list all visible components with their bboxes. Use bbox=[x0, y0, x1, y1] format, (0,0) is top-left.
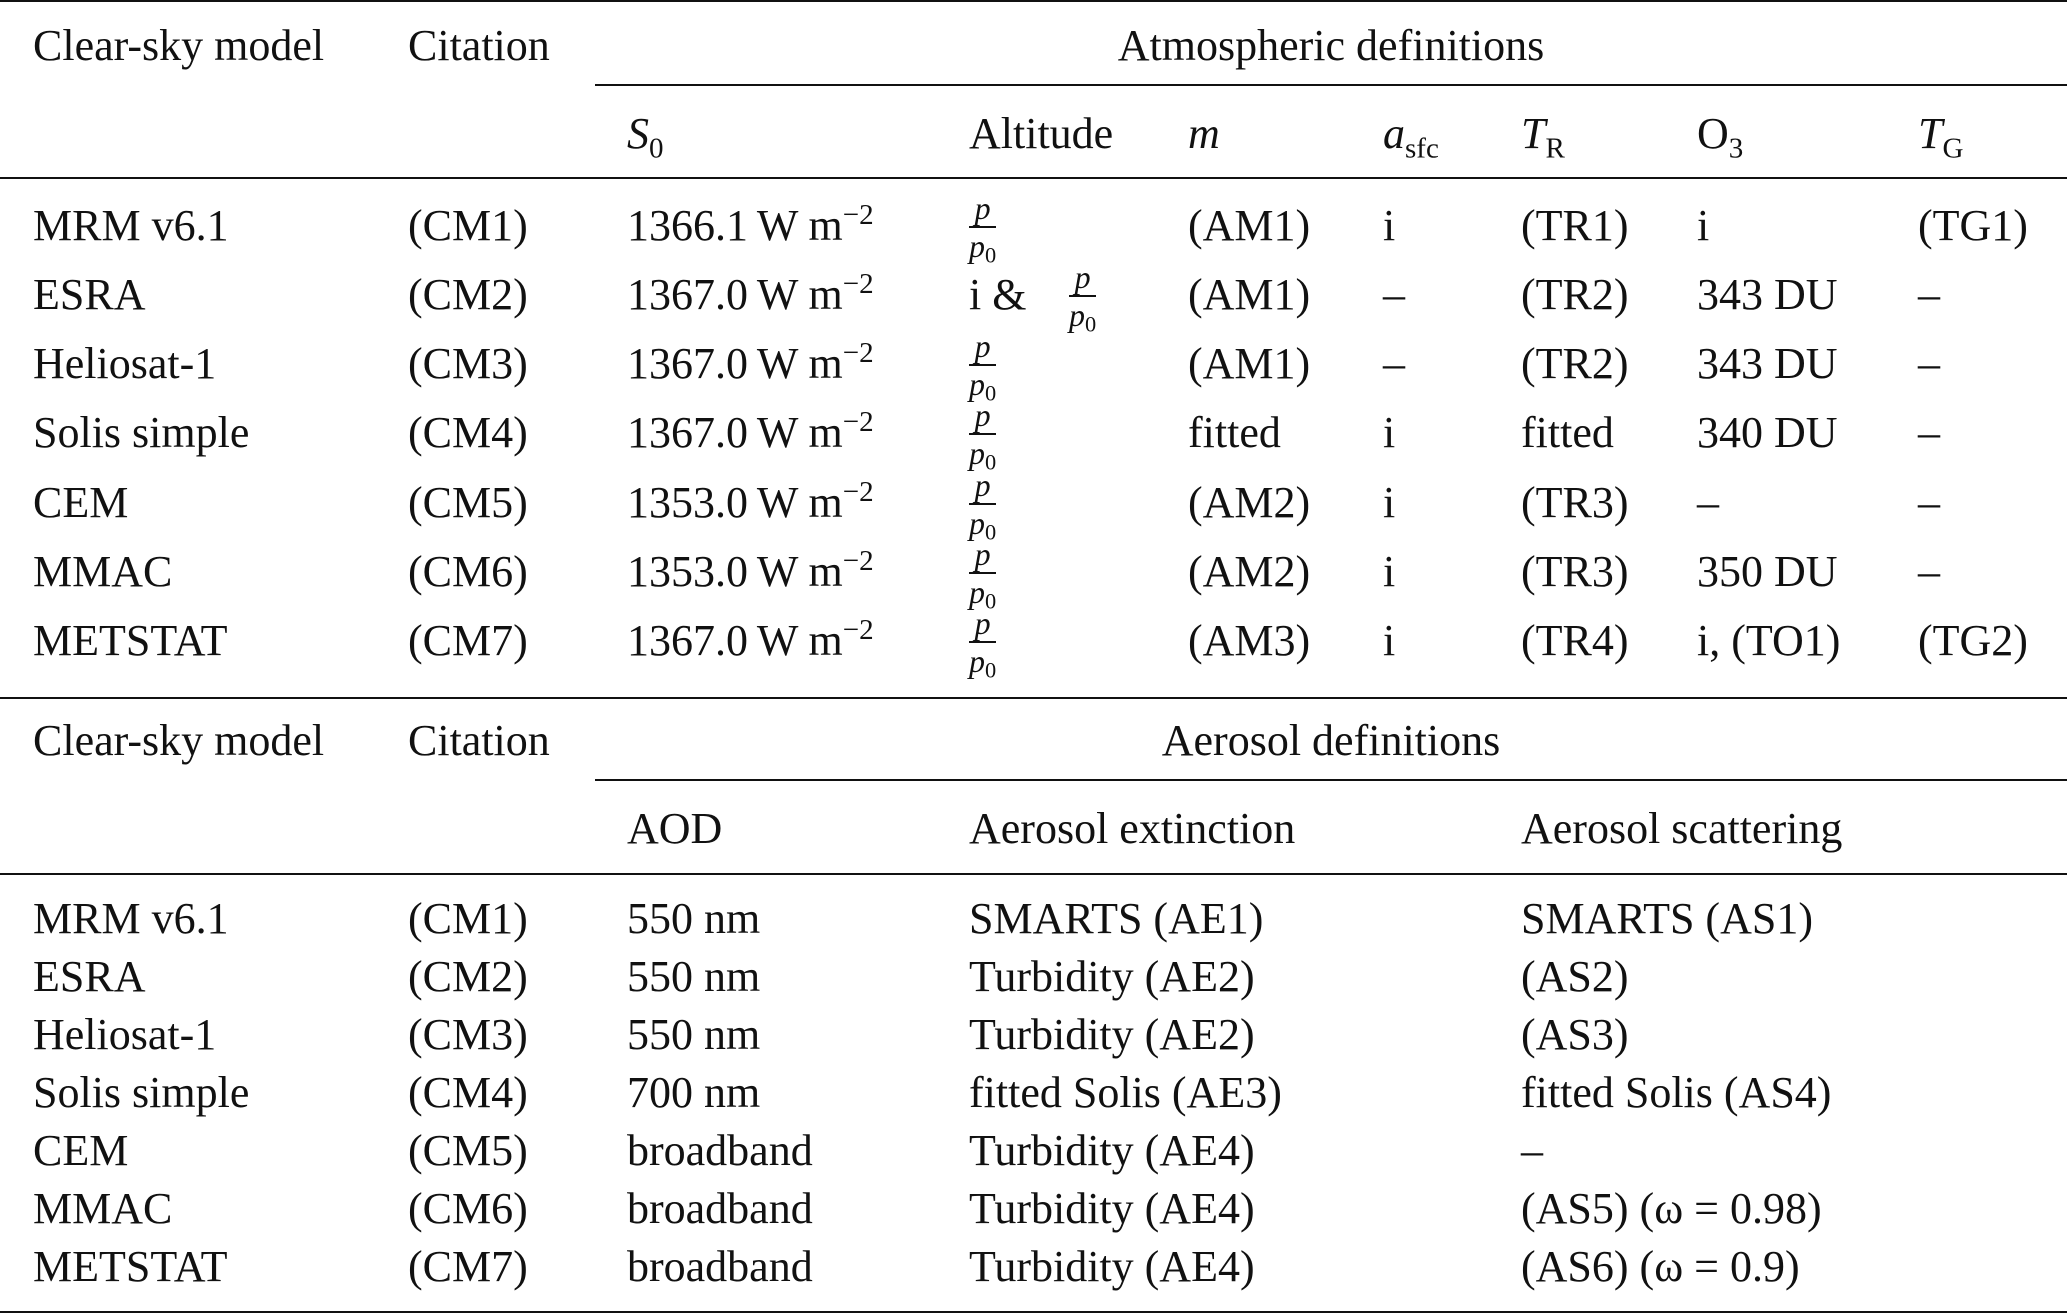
t1-row-s0 bbox=[627, 199, 874, 250]
t1-row-citation: (CM2) bbox=[408, 270, 528, 319]
t1-row-s0-value: 1366.1 bbox=[627, 201, 748, 250]
t1-row-o3: – bbox=[1697, 478, 1719, 527]
t1-row-tg: (TG1) bbox=[1918, 201, 2028, 250]
t2-row-extinction: Turbidity (AE4) bbox=[969, 1126, 1255, 1175]
t1-row-asfc: – bbox=[1383, 270, 1405, 319]
fraction-denominator bbox=[969, 643, 997, 683]
mid-rule bbox=[0, 697, 2067, 699]
t1-row-citation: (CM4) bbox=[408, 408, 528, 457]
t1-row-altitude-prefix: i & bbox=[969, 270, 1027, 319]
t2-row-extinction: Turbidity (AE4) bbox=[969, 1184, 1255, 1233]
t1-row-s0-value: 1353.0 bbox=[627, 478, 748, 527]
t1-row-s0 bbox=[627, 337, 874, 388]
t1-header-m: m bbox=[1188, 109, 1220, 158]
fraction-numerator: p bbox=[1069, 261, 1096, 297]
t1-header-group: Atmospheric definitions bbox=[1117, 21, 1545, 70]
t1-row-s0-exp: −2 bbox=[842, 268, 874, 301]
t2-row-model: ESRA bbox=[33, 952, 146, 1001]
fraction-denominator-subscript: 0 bbox=[985, 380, 997, 406]
t1-row-tg: (TG2) bbox=[1918, 616, 2028, 665]
t1-row-tr: (TR4) bbox=[1521, 616, 1629, 665]
t1-row-altitude-fraction bbox=[969, 190, 997, 268]
t2-row-model: CEM bbox=[33, 1126, 129, 1175]
t1-row-altitude-fraction bbox=[969, 328, 997, 406]
t1-header-citation: Citation bbox=[408, 21, 550, 70]
t1-row-altitude-fraction bbox=[1069, 259, 1097, 337]
t1-row-s0-unit: W m bbox=[756, 201, 843, 250]
t1-row-tg: – bbox=[1918, 408, 1940, 457]
t1-row-asfc: i bbox=[1383, 478, 1396, 527]
fraction-denominator-subscript: 0 bbox=[985, 449, 997, 475]
t2-row-citation: (CM1) bbox=[408, 894, 528, 943]
t1-row-citation: (CM6) bbox=[408, 547, 528, 596]
fraction-denominator-symbol: p bbox=[969, 366, 985, 402]
fraction-numerator: p bbox=[969, 192, 996, 228]
t1-row-tg: – bbox=[1918, 270, 1940, 319]
t1-row-o3: 350 DU bbox=[1697, 547, 1838, 596]
t1-row-m: (AM1) bbox=[1188, 270, 1311, 319]
t1-row-s0-value: 1367.0 bbox=[627, 408, 748, 457]
t1-row-tr: (TR2) bbox=[1521, 270, 1629, 319]
fraction-denominator-symbol: p bbox=[969, 228, 985, 264]
t1-header-model: Clear-sky model bbox=[33, 21, 325, 70]
t1-row-s0-exp: −2 bbox=[842, 545, 874, 578]
top-rule bbox=[0, 0, 2067, 2]
t1-row-s0-unit: W m bbox=[756, 478, 843, 527]
t2-row-scattering: (AS5) (ω = 0.98) bbox=[1521, 1184, 1822, 1233]
t1-row-altitude-fraction bbox=[969, 536, 997, 614]
t1-row-tr: fitted bbox=[1521, 408, 1614, 457]
t2-row-scattering: – bbox=[1521, 1126, 1543, 1175]
t1-row-tg: – bbox=[1918, 339, 1940, 388]
fraction-denominator-symbol: p bbox=[1069, 297, 1085, 333]
fraction-denominator-symbol: p bbox=[969, 643, 985, 679]
t1-row-altitude-fraction bbox=[969, 605, 997, 683]
t2-group-rule bbox=[595, 779, 2067, 781]
t1-row-s0-exp: −2 bbox=[842, 406, 874, 439]
t2-header-aod: AOD bbox=[627, 804, 723, 853]
t1-group-rule bbox=[595, 84, 2067, 86]
t1-row-tr: (TR2) bbox=[1521, 339, 1629, 388]
t1-row-s0-value: 1367.0 bbox=[627, 616, 748, 665]
t1-header-asfc: $a_{sfc}$ bbox=[1383, 109, 1439, 165]
t1-row-tg: – bbox=[1918, 478, 1940, 527]
t1-row-m: (AM3) bbox=[1188, 616, 1311, 665]
t1-row-model: MMAC bbox=[33, 547, 173, 596]
t1-row-s0 bbox=[627, 476, 874, 527]
t2-row-extinction: SMARTS (AE1) bbox=[969, 894, 1264, 943]
t1-row-asfc: – bbox=[1383, 339, 1405, 388]
t1-row-o3: i, (TO1) bbox=[1697, 616, 1841, 665]
t1-row-s0-unit: W m bbox=[756, 270, 843, 319]
fraction-numerator: p bbox=[969, 330, 996, 366]
fraction-denominator bbox=[969, 228, 997, 268]
t2-row-citation: (CM3) bbox=[408, 1010, 528, 1059]
t1-row-s0 bbox=[627, 268, 874, 319]
fraction-denominator-symbol: p bbox=[969, 574, 985, 610]
t1-row-s0-exp: −2 bbox=[842, 614, 874, 647]
t1-row-citation: (CM5) bbox=[408, 478, 528, 527]
t2-row-aod: broadband bbox=[627, 1242, 813, 1291]
fraction-denominator bbox=[969, 505, 997, 545]
t2-row-scattering: SMARTS (AS1) bbox=[1521, 894, 1813, 943]
t1-header-rule bbox=[0, 177, 2067, 179]
t1-row-altitude-fraction bbox=[969, 397, 997, 475]
fraction-numerator: p bbox=[969, 399, 996, 435]
fraction-numerator: p bbox=[969, 469, 996, 505]
t1-row-s0-unit: W m bbox=[756, 616, 843, 665]
t1-row-o3: 343 DU bbox=[1697, 339, 1838, 388]
t1-header-s0: $S_0$ bbox=[627, 109, 664, 165]
t2-header-group: Aerosol definitions bbox=[1161, 716, 1501, 765]
fraction-denominator-subscript: 0 bbox=[985, 242, 997, 268]
t2-row-extinction: Turbidity (AE2) bbox=[969, 1010, 1255, 1059]
fraction-denominator bbox=[1069, 297, 1097, 337]
t1-row-tr: (TR1) bbox=[1521, 201, 1629, 250]
t1-row-asfc: i bbox=[1383, 616, 1396, 665]
t2-row-model: MRM v6.1 bbox=[33, 894, 229, 943]
t1-row-m: (AM2) bbox=[1188, 478, 1311, 527]
t2-row-aod: broadband bbox=[627, 1184, 813, 1233]
t2-row-model: Solis simple bbox=[33, 1068, 250, 1117]
t1-row-s0-exp: −2 bbox=[842, 199, 874, 232]
t2-row-citation: (CM2) bbox=[408, 952, 528, 1001]
t1-row-model: Heliosat-1 bbox=[33, 339, 217, 388]
t1-row-asfc: i bbox=[1383, 408, 1396, 457]
t1-row-citation: (CM3) bbox=[408, 339, 528, 388]
t1-row-s0-value: 1367.0 bbox=[627, 339, 748, 388]
fraction-denominator bbox=[969, 366, 997, 406]
t1-row-m: (AM2) bbox=[1188, 547, 1311, 596]
t2-row-aod: 550 nm bbox=[627, 1010, 761, 1059]
t2-row-citation: (CM4) bbox=[408, 1068, 528, 1117]
t1-row-s0-value: 1367.0 bbox=[627, 270, 748, 319]
t1-row-s0-unit: W m bbox=[756, 339, 843, 388]
t2-row-citation: (CM5) bbox=[408, 1126, 528, 1175]
t1-header-o3: $O_3$ bbox=[1697, 109, 1744, 165]
t2-row-aod: 550 nm bbox=[627, 894, 761, 943]
t2-row-scattering: fitted Solis (AS4) bbox=[1521, 1068, 1832, 1117]
t1-row-o3: 343 DU bbox=[1697, 270, 1838, 319]
t1-row-citation: (CM7) bbox=[408, 616, 528, 665]
t1-row-model: CEM bbox=[33, 478, 129, 527]
t1-row-asfc: i bbox=[1383, 547, 1396, 596]
t2-row-model: MMAC bbox=[33, 1184, 173, 1233]
fraction-denominator-subscript: 0 bbox=[985, 657, 997, 683]
t1-row-s0-value: 1353.0 bbox=[627, 547, 748, 596]
t1-row-s0 bbox=[627, 614, 874, 665]
t2-header-citation: Citation bbox=[408, 716, 550, 765]
t2-row-aod: 700 nm bbox=[627, 1068, 761, 1117]
t2-header-rule bbox=[0, 873, 2067, 875]
t2-header-scattering: Aerosol scattering bbox=[1521, 804, 1843, 853]
t2-row-aod: 550 nm bbox=[627, 952, 761, 1001]
t1-row-tr: (TR3) bbox=[1521, 547, 1629, 596]
t1-header-tg: $T_G$ bbox=[1918, 109, 1964, 165]
t1-row-model: ESRA bbox=[33, 270, 146, 319]
t2-row-model: Heliosat-1 bbox=[33, 1010, 217, 1059]
t1-row-tr: (TR3) bbox=[1521, 478, 1629, 527]
t1-row-o3: 340 DU bbox=[1697, 408, 1838, 457]
t1-row-asfc: i bbox=[1383, 201, 1396, 250]
t1-row-m: (AM1) bbox=[1188, 201, 1311, 250]
t2-row-scattering: (AS3) bbox=[1521, 1010, 1629, 1059]
t1-row-model: Solis simple bbox=[33, 408, 250, 457]
fraction-denominator-subscript: 0 bbox=[985, 519, 997, 545]
t2-row-citation: (CM7) bbox=[408, 1242, 528, 1291]
fraction-denominator-subscript: 0 bbox=[1085, 311, 1097, 337]
t1-row-model: METSTAT bbox=[33, 616, 228, 665]
fraction-denominator-symbol: p bbox=[969, 505, 985, 541]
t1-row-s0-exp: −2 bbox=[842, 476, 874, 509]
fraction-denominator bbox=[969, 435, 997, 475]
t1-header-tr: $T_R$ bbox=[1521, 109, 1565, 165]
t1-row-tg: – bbox=[1918, 547, 1940, 596]
t1-header-altitude: Altitude bbox=[969, 109, 1114, 158]
t2-row-model: METSTAT bbox=[33, 1242, 228, 1291]
t1-row-citation: (CM1) bbox=[408, 201, 528, 250]
t2-row-scattering: (AS6) (ω = 0.9) bbox=[1521, 1242, 1800, 1291]
t2-row-extinction: Turbidity (AE2) bbox=[969, 952, 1255, 1001]
t1-row-s0-unit: W m bbox=[756, 547, 843, 596]
t2-header-model: Clear-sky model bbox=[33, 716, 325, 765]
t2-header-extinction: Aerosol extinction bbox=[969, 804, 1296, 853]
t1-row-s0-unit: W m bbox=[756, 408, 843, 457]
t2-row-citation: (CM6) bbox=[408, 1184, 528, 1233]
fraction-denominator-subscript: 0 bbox=[985, 588, 997, 614]
t1-row-o3: i bbox=[1697, 201, 1710, 250]
t2-row-extinction: fitted Solis (AE3) bbox=[969, 1068, 1282, 1117]
fraction-numerator: p bbox=[969, 538, 996, 574]
t2-row-aod: broadband bbox=[627, 1126, 813, 1175]
t1-row-s0 bbox=[627, 545, 874, 596]
t1-row-s0 bbox=[627, 406, 874, 457]
t1-row-m: (AM1) bbox=[1188, 339, 1311, 388]
t1-row-model: MRM v6.1 bbox=[33, 201, 229, 250]
fraction-denominator bbox=[969, 574, 997, 614]
bottom-rule bbox=[0, 1311, 2067, 1313]
t1-row-m: fitted bbox=[1188, 408, 1281, 457]
t1-row-s0-exp: −2 bbox=[842, 337, 874, 370]
t1-row-altitude-fraction bbox=[969, 467, 997, 545]
fraction-numerator: p bbox=[969, 607, 996, 643]
t2-row-scattering: (AS2) bbox=[1521, 952, 1629, 1001]
fraction-denominator-symbol: p bbox=[969, 435, 985, 471]
t2-row-extinction: Turbidity (AE4) bbox=[969, 1242, 1255, 1291]
